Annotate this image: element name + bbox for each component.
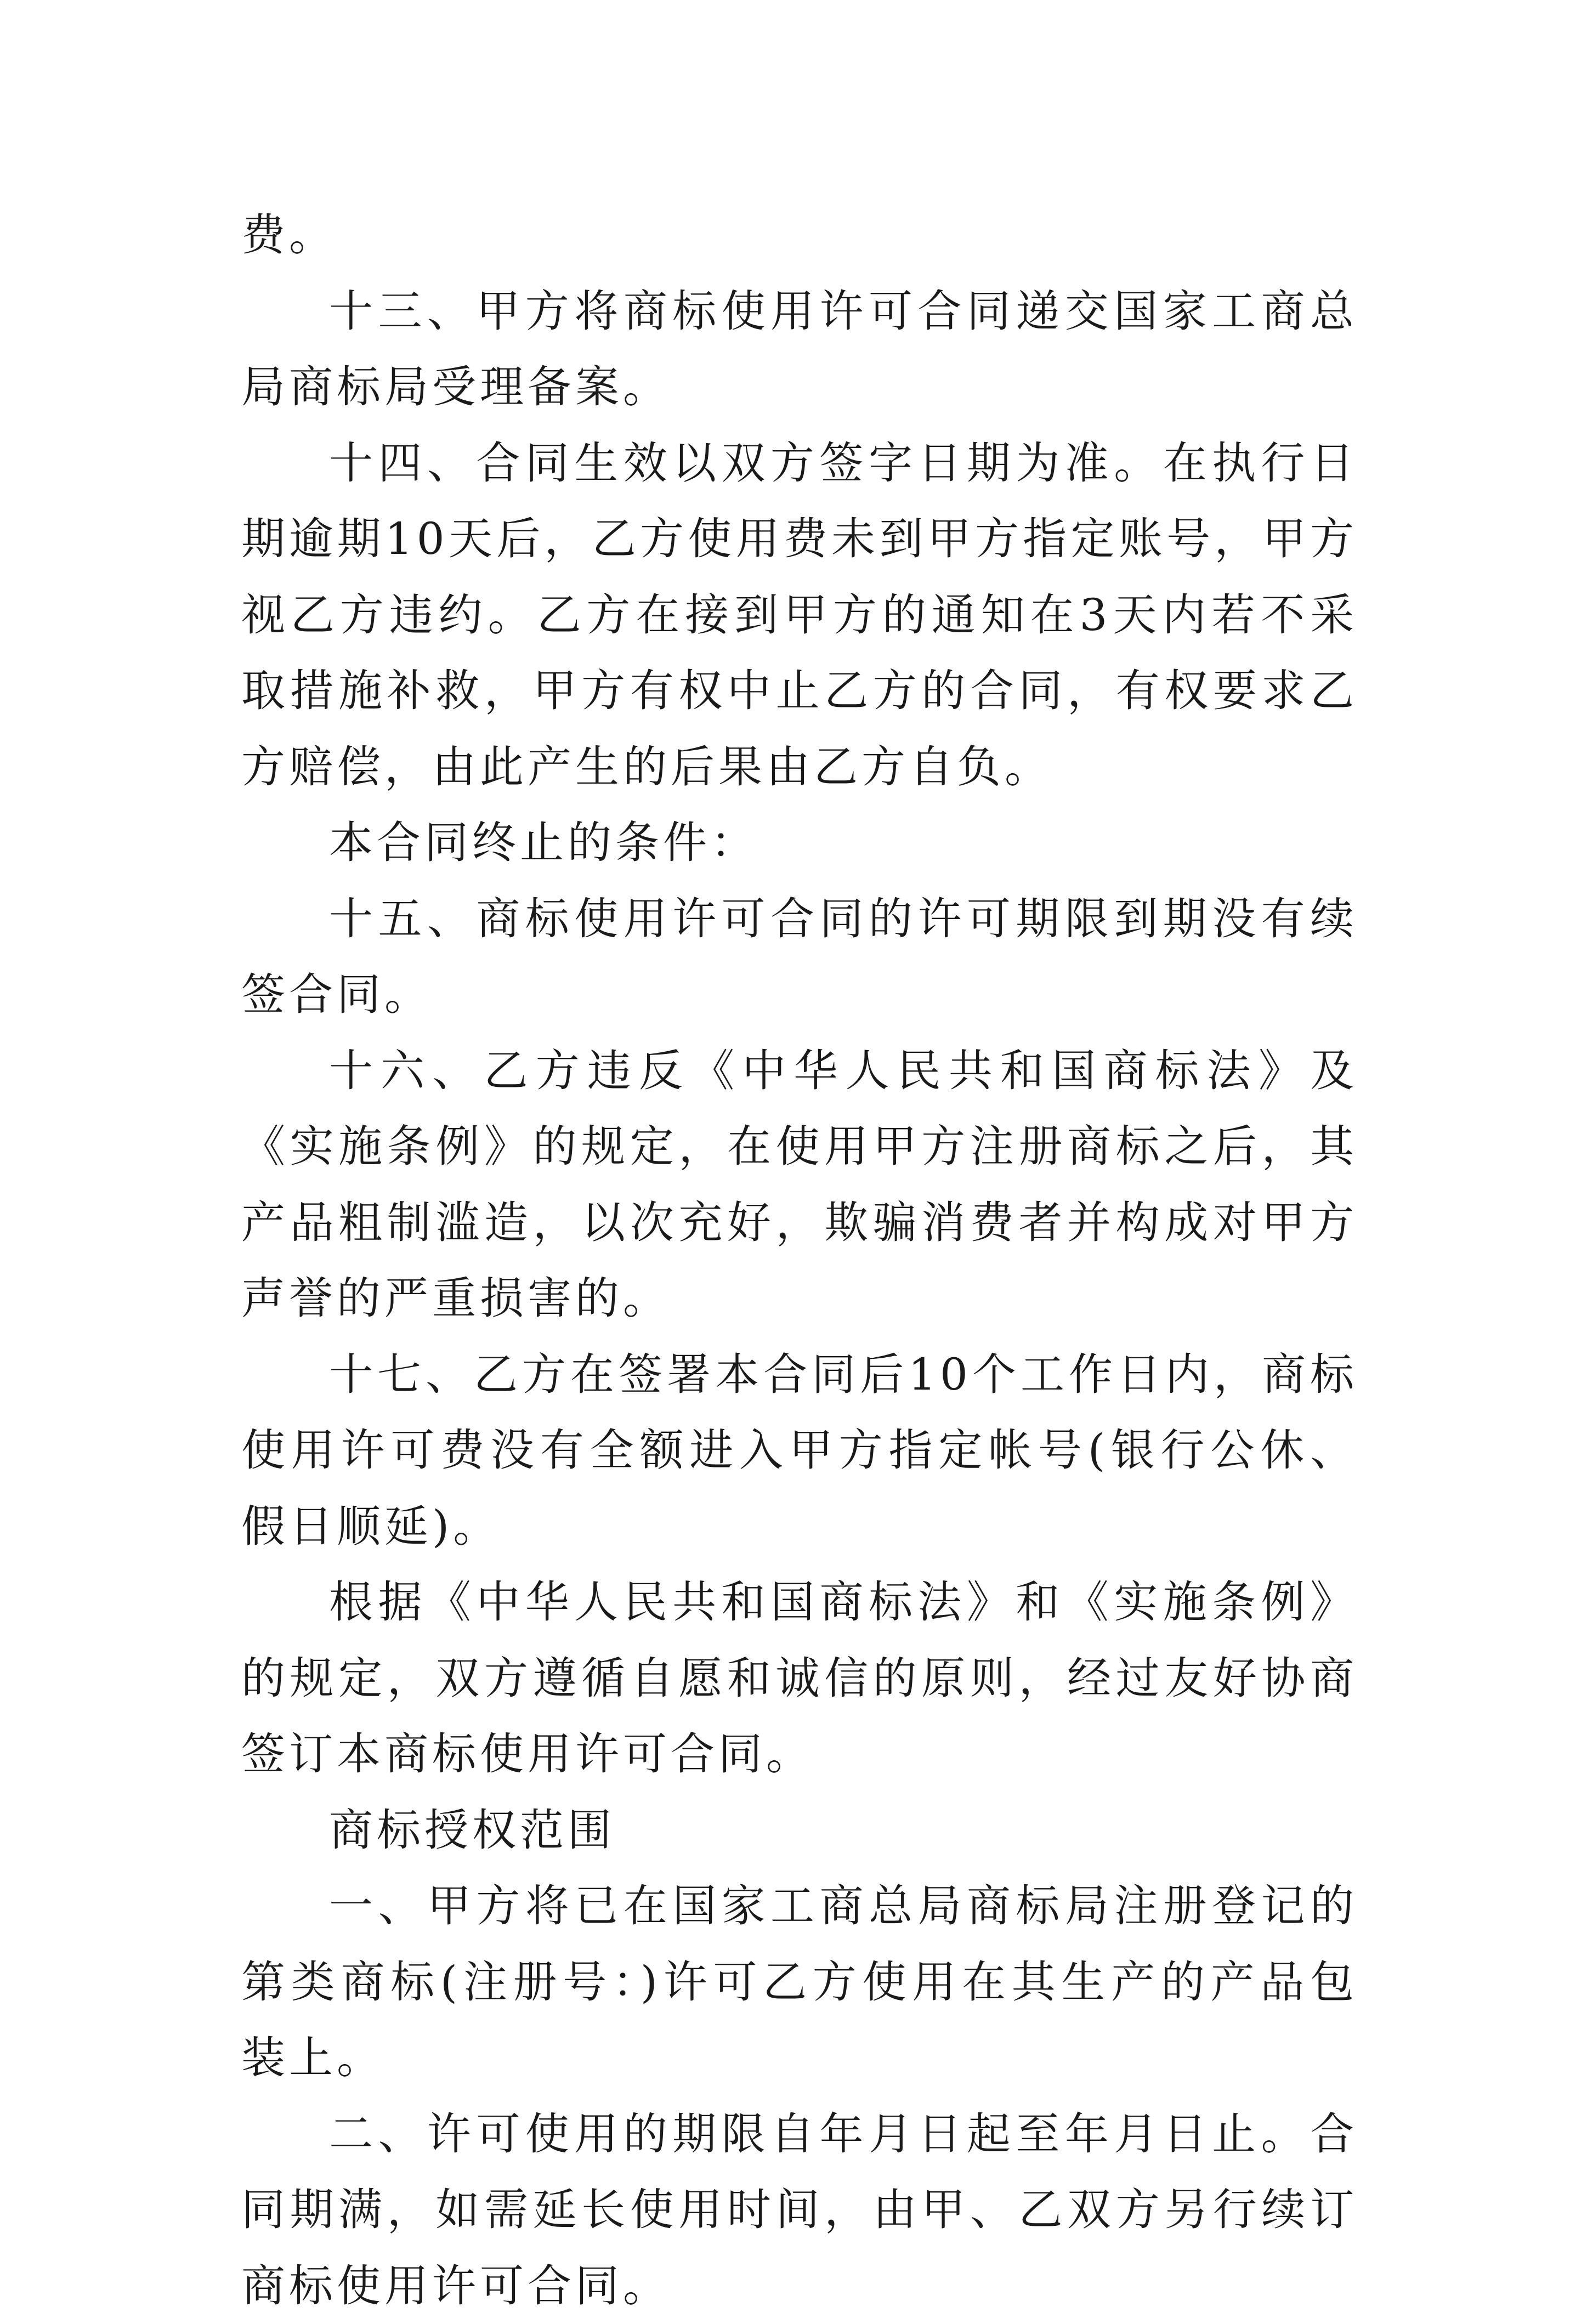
document-page: [241, 197, 1358, 2324]
paragraph-clause-13: 十三、甲方将商标使用许可合同递交国家工商总局商标局受理备案。: [241, 274, 1358, 426]
paragraph-scope-2: 二、许可使用的期限自年月日起至年月日止。合同期满，如需延长使用时间，由甲、乙双方另行续订商标使用许可合同。: [241, 2096, 1358, 2324]
paragraph-legal-basis: 根据《中华人民共和国商标法》和《实施条例》的规定，双方遵循自愿和诚信的原则，经过友好协商签订本商标使用许可合同。: [241, 1565, 1358, 1793]
paragraph-clause-17: 十七、乙方在签署本合同后10个工作日内，商标使用许可费没有全额进入甲方指定帐号(银行公休、假日顺延)。: [241, 1337, 1358, 1565]
paragraph-clause-14: 十四、合同生效以双方签字日期为准。在执行日期逾期10天后，乙方使用费未到甲方指定账号，甲方视乙方违约。乙方在接到甲方的通知在3天内若不采取措施补救，甲方有权中止乙方的合同，有权要求乙方赔偿，由此产生的后果由乙方自负。: [241, 426, 1358, 806]
paragraph-continuation: 费。: [241, 197, 1358, 274]
paragraph-scope-heading: 商标授权范围: [241, 1793, 1358, 1869]
paragraph-termination-heading: 本合同终止的条件：: [241, 805, 1358, 881]
paragraph-scope-1: 一、甲方将已在国家工商总局商标局注册登记的第类商标(注册号：)许可乙方使用在其生产的产品包装上。: [241, 1868, 1358, 2096]
paragraph-clause-15: 十五、商标使用许可合同的许可期限到期没有续签合同。: [241, 881, 1358, 1033]
paragraph-clause-16: 十六、乙方违反《中华人民共和国商标法》及《实施条例》的规定，在使用甲方注册商标之后，其产品粗制滥造，以次充好，欺骗消费者并构成对甲方声誉的严重损害的。: [241, 1033, 1358, 1337]
